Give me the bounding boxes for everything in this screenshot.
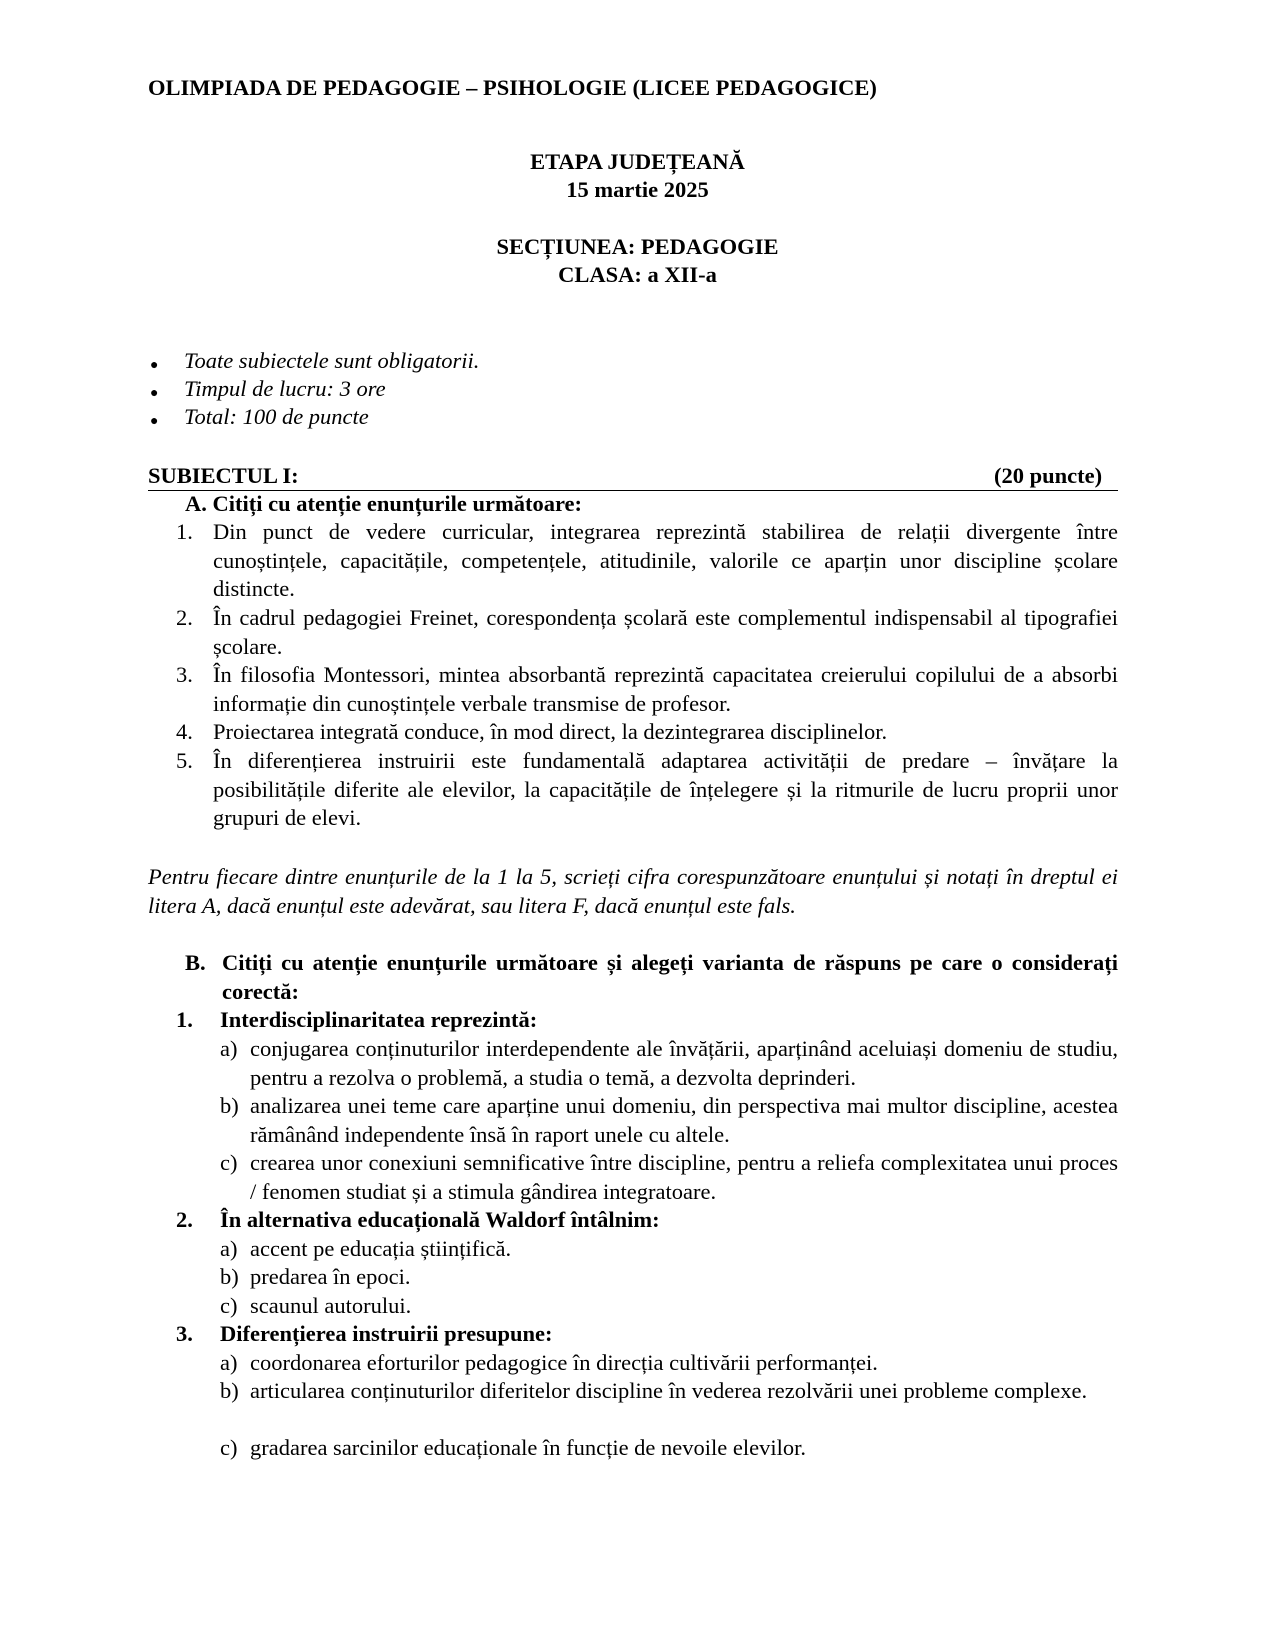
item-number: 4. <box>176 719 193 744</box>
q2-option-a: accent pe educația științifică. <box>250 1236 512 1261</box>
item-number: 3. <box>176 662 193 687</box>
item-number: 1. <box>176 519 193 544</box>
q1-option-b: analizarea unei teme care aparține unui domeniu, din perspectiva mai multor discipline, acestea rămânând independente însă în raport unele cu altele. <box>250 1093 1118 1147</box>
bullet-icon: ● <box>150 414 159 429</box>
exam-date: 15 martie 2025 <box>566 177 709 202</box>
statement-2: În cadrul pedagogiei Freinet, corespondența școlară este complementul indispensabil al tipografiei școlare. <box>213 605 1118 659</box>
q3-option-c: gradarea sarcinilor educaționale în funcție de nevoile elevilor. <box>250 1435 806 1460</box>
part-a-instruction: Pentru fiecare dintre enunțurile de la 1 la 5, scrieți cifra corespunzătoare enunțului și notați în dreptul ei litera A, dacă enunțul este adevărat, sau litera F, dacă enunțul este fals. <box>148 864 1118 918</box>
q2-option-c: scaunul autorului. <box>250 1293 412 1318</box>
q1-option-c: crearea unor conexiuni semnificative între discipline, pentru a reliefa complexitatea unui proces / fenomen studiat și a stimula gândirea integratoare. <box>250 1150 1118 1204</box>
option-letter: c) <box>220 1293 238 1318</box>
statement-5: În diferențierea instruirii este fundamentală adaptarea activității de predare – învățare la posibilitățile diferite ale elevilor, la capacitățile de înțelegere și la ritmurile de lucru proprii unor grupuri de elevi. <box>213 748 1118 830</box>
statement-1: Din punct de vedere curricular, integrarea reprezintă stabilirea de relații divergente între cunoștințele, capacitățile, competențele, atitudinile, valorile ce aparțin unor discipline școlare distincte. <box>213 519 1118 601</box>
q3-option-a: coordonarea eforturilor pedagogice în direcția cultivării performanței. <box>250 1350 878 1375</box>
section-title: SECȚIUNEA: PEDAGOGIE <box>496 234 779 259</box>
option-letter: a) <box>220 1350 238 1375</box>
q2-option-b: predarea în epoci. <box>250 1264 411 1289</box>
question-3-text: Diferențierea instruirii presupune: <box>220 1321 553 1346</box>
subject-points: (20 puncte) <box>994 463 1103 488</box>
grade-title: CLASA: a XII-a <box>558 262 717 287</box>
olympiad-title: OLIMPIADA DE PEDAGOGIE – PSIHOLOGIE (LICEE PEDAGOGICE) <box>148 75 877 100</box>
rule-item: Toate subiectele sunt obligatorii. <box>184 348 480 373</box>
subject-label: SUBIECTUL I: <box>148 463 299 488</box>
option-letter: b) <box>220 1378 239 1403</box>
statement-3: În filosofia Montessori, mintea absorbantă reprezintă capacitatea creierului copilului de a absorbi informație din cunoștințele verbale transmise de profesor. <box>213 662 1118 716</box>
option-letter: c) <box>220 1150 238 1175</box>
part-a-heading: A. Citiți cu atenție enunțurile următoare: <box>185 491 583 516</box>
item-number: 5. <box>176 748 193 773</box>
question-1-text: Interdisciplinaritatea reprezintă: <box>220 1007 538 1032</box>
q3-option-b: articularea conținuturilor diferitelor discipline în vederea rezolvării unei probleme complexe. <box>250 1378 1088 1403</box>
option-letter: b) <box>220 1264 239 1289</box>
option-letter: a) <box>220 1036 238 1061</box>
q1-option-a: conjugarea conținuturilor interdependente ale învățării, aparținând aceluiași domeniu de studiu, pentru a rezolva o problemă, a studia o temă, a dezvolta deprinderi. <box>250 1036 1118 1090</box>
question-number: 1. <box>176 1007 193 1032</box>
part-b-heading: Citiți cu atenție enunțurile următoare și alegeți varianta de răspuns pe care o considerați corectă: <box>222 950 1118 1004</box>
rule-item: Total: 100 de puncte <box>184 404 369 429</box>
option-letter: c) <box>220 1435 238 1460</box>
bullet-icon: ● <box>150 358 159 373</box>
stage-title: ETAPA JUDEȚEANĂ <box>530 149 745 174</box>
rule-item: Timpul de lucru: 3 ore <box>184 376 386 401</box>
item-number: 2. <box>176 605 193 630</box>
question-2-text: În alternativa educațională Waldorf întâlnim: <box>220 1207 660 1232</box>
bullet-icon: ● <box>150 386 159 401</box>
option-letter: b) <box>220 1093 239 1118</box>
question-number: 3. <box>176 1321 193 1346</box>
statement-4: Proiectarea integrată conduce, în mod direct, la dezintegrarea disciplinelor. <box>213 719 888 744</box>
option-letter: a) <box>220 1236 238 1261</box>
part-b-label: B. <box>185 950 206 975</box>
question-number: 2. <box>176 1207 193 1232</box>
